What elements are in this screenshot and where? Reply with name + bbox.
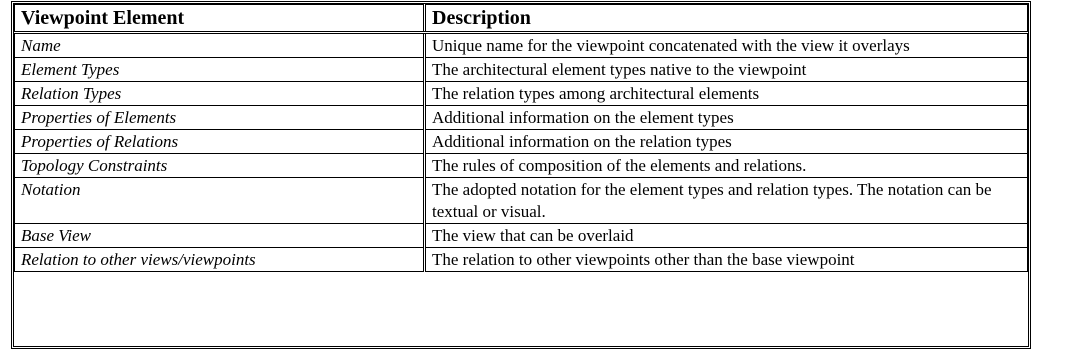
row-description: Additional information on the element types: [425, 106, 1028, 130]
table-row: [15, 248, 1028, 272]
table-row: [15, 82, 1028, 106]
row-element: Name: [15, 33, 425, 58]
row-element: Base View: [15, 224, 425, 248]
row-description: The rules of composition of the elements and relations.: [425, 154, 1028, 178]
table-row: [15, 58, 1028, 82]
viewpoint-table: [14, 4, 1028, 272]
row-element: Topology Constraints: [15, 154, 425, 178]
table-row: [15, 224, 1028, 248]
row-description: Unique name for the viewpoint concatenated with the view it overlays: [425, 33, 1028, 58]
row-description: Additional information on the relation types: [425, 130, 1028, 154]
row-element: Relation Types: [15, 82, 425, 106]
table-row: [15, 154, 1028, 178]
table-row: [15, 33, 1028, 58]
table-header-row: [15, 5, 1028, 33]
table-row: [15, 130, 1028, 154]
row-element: Relation to other views/viewpoints: [15, 248, 425, 272]
row-description: The relation types among architectural elements: [425, 82, 1028, 106]
header-description: Description: [425, 5, 1028, 33]
row-description: The adopted notation for the element types and relation types. The notation can be textual or visual.: [425, 178, 1028, 224]
row-element: Notation: [15, 178, 425, 224]
row-description: The view that can be overlaid: [425, 224, 1028, 248]
viewpoint-table-frame: [11, 1, 1031, 349]
row-element: Properties of Elements: [15, 106, 425, 130]
header-viewpoint-element: Viewpoint Element: [15, 5, 425, 33]
row-description: The architectural element types native to the viewpoint: [425, 58, 1028, 82]
table-row: [15, 106, 1028, 130]
row-description: The relation to other viewpoints other than the base viewpoint: [425, 248, 1028, 272]
row-element: Element Types: [15, 58, 425, 82]
row-element: Properties of Relations: [15, 130, 425, 154]
table-row: [15, 178, 1028, 224]
